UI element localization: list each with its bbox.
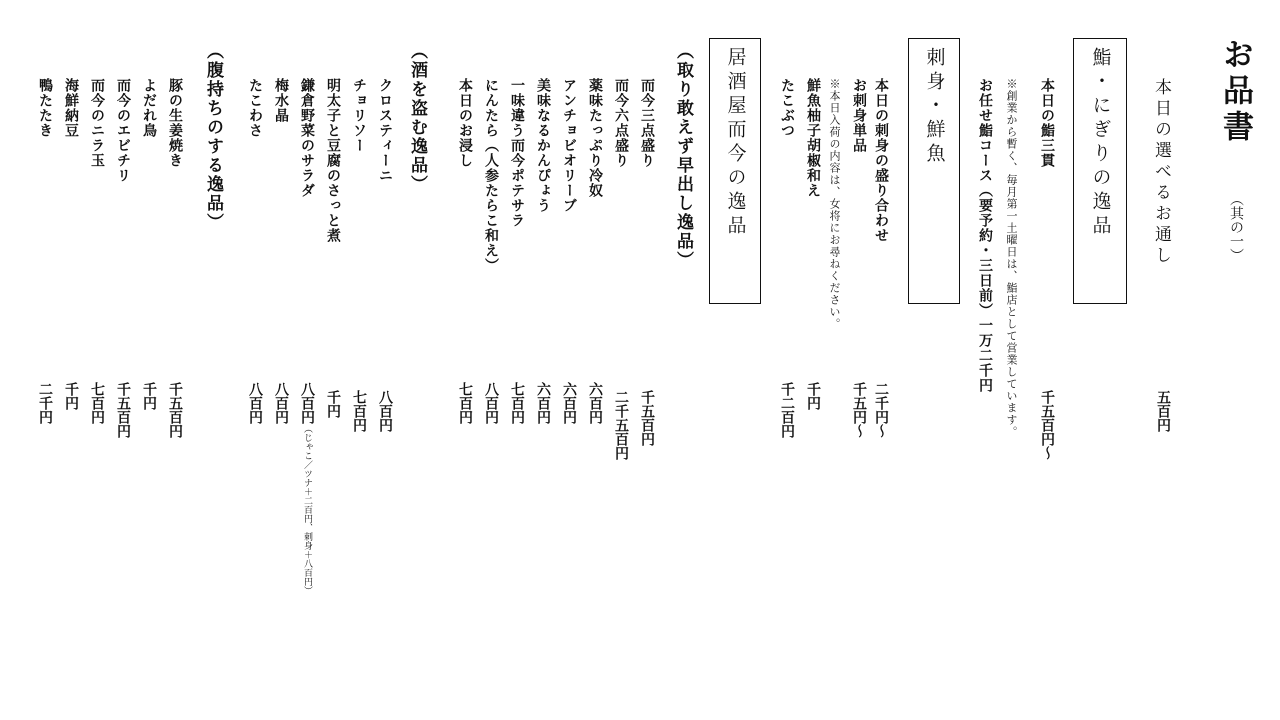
menu-item: 而今のニラ玉	[89, 78, 105, 168]
menu-item: よだれ鳥	[141, 78, 157, 138]
menu-price: 千五百円	[167, 382, 183, 438]
menu-item: 本日の鮨三貫	[1039, 78, 1055, 168]
menu-price: 七百円	[89, 382, 105, 424]
menu-price: 八百円	[377, 390, 393, 432]
menu-price: 七百円	[457, 382, 473, 424]
menu-price: 千円	[805, 382, 821, 410]
menu-item: 鴨たたき	[37, 78, 53, 138]
group-heading-quick: （取り敢えず早出し逸品）	[673, 42, 693, 270]
menu-price: 二千五百円	[613, 390, 629, 460]
menu-item: 鎌倉野菜のサラダ	[299, 78, 315, 198]
group-heading-filling: （腹持ちのする逸品）	[203, 42, 223, 232]
menu-item: 美味なるかんぴょう	[535, 78, 551, 213]
menu-price: 六百円	[535, 382, 551, 424]
menu-item: 鮮魚柚子胡椒和え	[805, 78, 821, 198]
menu-price: 千五百円〜	[1039, 390, 1055, 460]
menu-item: 豚の生姜焼き	[167, 78, 183, 168]
menu-price: 二千円	[37, 382, 53, 424]
menu-item: 薬味たっぷり冷奴	[587, 78, 603, 198]
menu-price: 八百円	[273, 382, 289, 424]
section-heading-sashimi: 刺身・鮮魚	[908, 38, 960, 304]
menu-item: お刺身単品	[851, 78, 867, 153]
page-subtitle: （其の一）	[1228, 192, 1244, 262]
menu-price: 千円	[141, 382, 157, 410]
menu-item: 海鮮納豆	[63, 78, 79, 138]
menu-item: 明太子と豆腐のさっと煮	[325, 78, 341, 243]
menu-item: 而今のエビチリ	[115, 78, 131, 183]
section-heading-izakaya: 居酒屋而今の逸品	[709, 38, 761, 304]
menu-note: ※本日入荷の内容は、女将にお尋ねください。	[828, 78, 841, 330]
price-note: （じゃこ／ツナ＋二百円、刺身＋八百円）	[302, 424, 312, 595]
menu-price: 二千円〜	[873, 382, 889, 438]
menu-item: にんたら（人参たらこ和え）	[483, 78, 499, 273]
menu-price: 六百円	[587, 382, 603, 424]
menu-item: 一味違う而今ポテサラ	[509, 78, 525, 228]
menu-item: チョリソー	[351, 78, 367, 153]
menu-item: たこぶつ	[779, 78, 795, 138]
menu-price: 七百円	[509, 382, 525, 424]
menu-item: 而今六点盛り	[613, 78, 629, 168]
menu-price: 七百円	[351, 390, 367, 432]
menu-item: 本日のお浸し	[457, 78, 473, 168]
section-heading-sushi: 鮨・にぎりの逸品	[1073, 38, 1127, 304]
group-heading-sake: （酒を盗む逸品）	[407, 42, 427, 194]
menu-item: アンチョビオリーブ	[561, 78, 577, 213]
menu-price: 千五円〜	[851, 382, 867, 438]
otoshi-label: 本日の選べるお通し	[1151, 78, 1171, 267]
menu-price: 六百円	[561, 382, 577, 424]
menu-price: 八百円	[483, 382, 499, 424]
menu-price: 八百円	[247, 382, 263, 424]
menu-item: クロスティーニ	[377, 78, 393, 183]
menu-item: 梅水晶	[273, 78, 289, 123]
menu-item: 本日の刺身の盛り合わせ	[873, 78, 889, 243]
menu-price: 八百円（じゃこ／ツナ＋二百円、刺身＋八百円）	[299, 382, 315, 595]
menu-note: ※創業から暫く、毎月第一土曜日は、鮨店として営業しています。	[1005, 78, 1018, 438]
otoshi-price: 五百円	[1155, 390, 1171, 432]
menu-item: 而今三点盛り	[639, 78, 655, 168]
page-title: お品書	[1217, 38, 1253, 146]
menu-item: たこわさ	[247, 78, 263, 138]
menu-price: 千五百円	[639, 390, 655, 446]
menu-price: 千円	[325, 390, 341, 418]
menu-price: 千二百円	[779, 382, 795, 438]
menu-price: 千五百円	[115, 382, 131, 438]
menu-price: 千円	[63, 382, 79, 410]
menu-item: お任せ鮨コース（要予約・三日前）一万二千円	[977, 78, 993, 393]
